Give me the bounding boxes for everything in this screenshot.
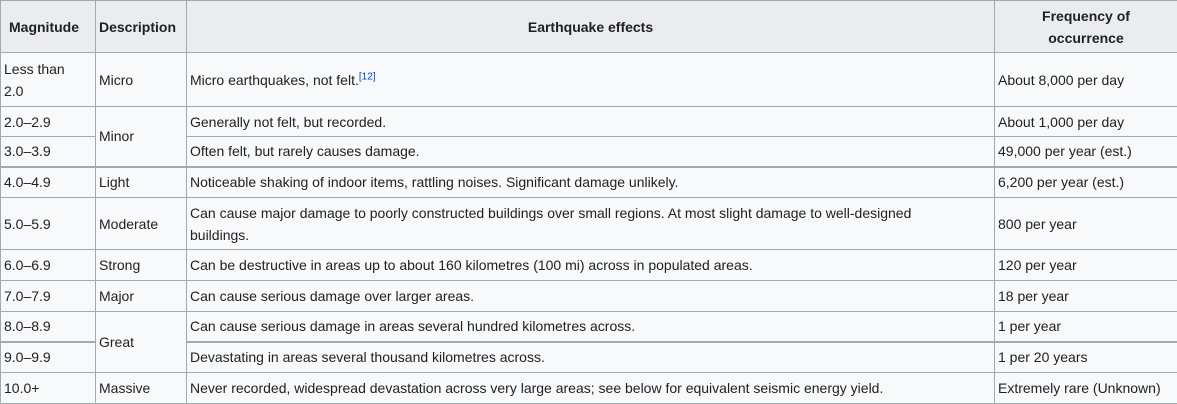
description-cell: Major bbox=[96, 281, 187, 312]
reference-link[interactable]: [12] bbox=[359, 71, 376, 82]
magnitude-cell: 4.0–4.9 bbox=[1, 167, 96, 198]
effects-cell bbox=[187, 198, 995, 250]
table-row bbox=[1, 53, 1177, 107]
description-cell: Moderate bbox=[96, 198, 187, 250]
magnitude-cell: 6.0–6.9 bbox=[1, 250, 96, 281]
table-row bbox=[1, 312, 1177, 342]
description-cell: Great bbox=[96, 312, 187, 373]
effects-cell: Often felt, but rarely causes damage. bbox=[187, 137, 995, 167]
effects-cell: Can cause serious damage over larger areas. bbox=[187, 281, 995, 312]
magnitude-cell: 7.0–7.9 bbox=[1, 281, 96, 312]
magnitude-line1: Less than bbox=[4, 61, 65, 77]
magnitude-cell: 2.0–2.9 bbox=[1, 107, 96, 137]
header-frequency-line2: occurrence bbox=[1048, 30, 1123, 46]
effects-line2: buildings. bbox=[190, 227, 249, 243]
effects-cell: Never recorded, widespread devastation across very large areas; see below for equivalent seismic energy yield. bbox=[187, 373, 995, 404]
effects-cell: Generally not felt, but recorded. bbox=[187, 107, 995, 137]
header-magnitude[interactable]: Magnitude bbox=[1, 1, 96, 53]
table-row bbox=[1, 281, 1177, 312]
frequency-cell: Extremely rare (Unknown) bbox=[995, 373, 1177, 404]
effects-text: Micro earthquakes, not felt. bbox=[190, 72, 359, 88]
description-cell: Minor bbox=[96, 107, 187, 167]
table-row bbox=[1, 250, 1177, 281]
magnitude-cell: 8.0–8.9 bbox=[1, 312, 96, 342]
description-cell: Strong bbox=[96, 250, 187, 281]
magnitude-cell: 3.0–3.9 bbox=[1, 137, 96, 167]
table-row bbox=[1, 373, 1177, 404]
magnitude-cell: 9.0–9.9 bbox=[1, 342, 96, 373]
description-cell: Light bbox=[96, 167, 187, 198]
magnitude-cell: 10.0+ bbox=[1, 373, 96, 404]
header-row bbox=[1, 1, 1177, 53]
table-row bbox=[1, 198, 1177, 250]
frequency-cell: 800 per year bbox=[995, 198, 1177, 250]
effects-cell: Devastating in areas several thousand kilometres across. bbox=[187, 342, 995, 373]
magnitude-cell: 5.0–5.9 bbox=[1, 198, 96, 250]
header-earthquake-effects[interactable]: Earthquake effects bbox=[187, 1, 995, 53]
frequency-cell: 1 per 20 years bbox=[995, 342, 1177, 373]
effects-cell: Can be destructive in areas up to about 160 kilometres (100 mi) across in populated areas. bbox=[187, 250, 995, 281]
frequency-cell: 1 per year bbox=[995, 312, 1177, 342]
magnitude-cell bbox=[1, 53, 96, 107]
frequency-cell: 18 per year bbox=[995, 281, 1177, 312]
table-row bbox=[1, 167, 1177, 198]
description-cell: Massive bbox=[96, 373, 187, 404]
frequency-cell: About 8,000 per day bbox=[995, 53, 1177, 107]
frequency-cell: 120 per year bbox=[995, 250, 1177, 281]
header-frequency[interactable] bbox=[995, 1, 1177, 53]
effects-cell: Noticeable shaking of indoor items, rattling noises. Significant damage unlikely. bbox=[187, 167, 995, 198]
effects-line1: Can cause major damage to poorly constructed buildings over small regions. At most slight damage to well-designed bbox=[190, 205, 911, 221]
frequency-cell: 49,000 per year (est.) bbox=[995, 137, 1177, 167]
effects-cell: Can cause serious damage in areas several hundred kilometres across. bbox=[187, 312, 995, 342]
magnitude-line2: 2.0 bbox=[4, 83, 23, 99]
frequency-cell: 6,200 per year (est.) bbox=[995, 167, 1177, 198]
description-cell: Micro bbox=[96, 53, 187, 107]
table-row bbox=[1, 107, 1177, 137]
frequency-cell: About 1,000 per day bbox=[995, 107, 1177, 137]
header-frequency-line1: Frequency of bbox=[1042, 8, 1130, 24]
effects-cell bbox=[187, 53, 995, 107]
header-description[interactable]: Description bbox=[96, 1, 187, 53]
